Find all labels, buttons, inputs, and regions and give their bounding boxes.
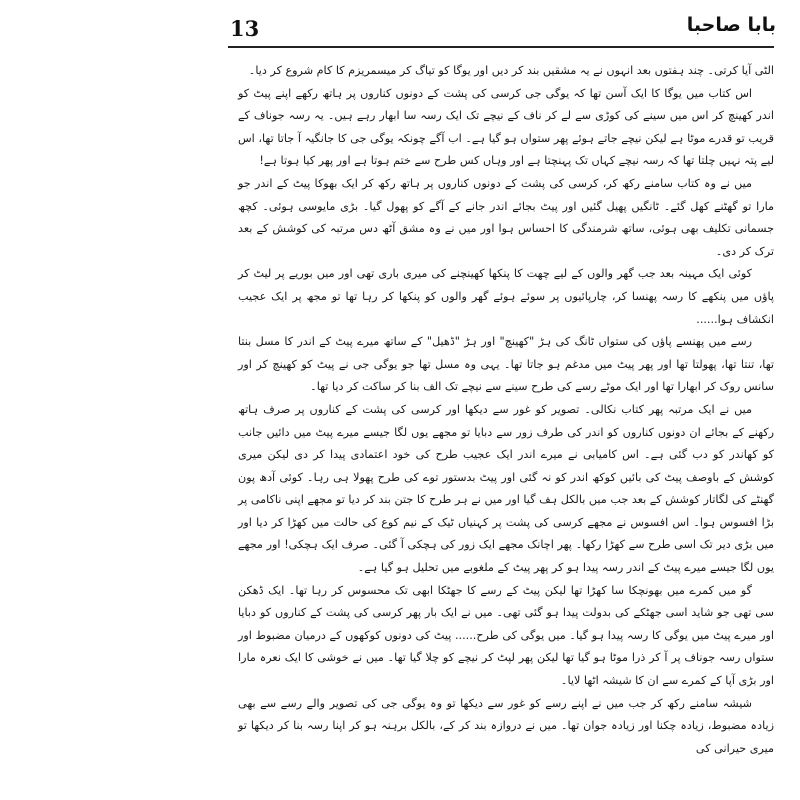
paragraph: کوئی ایک مہینہ بعد جب گھر والوں کے لیے چھت کا پنکھا کھینچنے کی میری باری تھی اور میں بوریے پر لیٹ کر پاؤں میں پنکھے کا رسہ پھنسا کر، چارپائیوں پر سوئے ہوئے گھر والوں کو پنکھا کر رہا تھا تو مجھ پر ایک عجیب انکشاف ہوا...... [238,267,774,326]
page-header [228,14,788,44]
paragraph: الٹی آیا کرتی۔ چند ہفتوں بعد انہوں نے یہ مشقیں بند کر دیں اور یوگا کو تیاگ کر میسمریزم کا کام شروع کر دیا۔ [248,64,774,77]
paragraph: شیشہ سامنے رکھ کر جب میں نے اپنے رسے کو غور سے دیکھا تو وہ یوگی جی کی تصویر والے رسے سے بھی زیادہ مضبوط، زیادہ چکنا اور زیادہ جوان تھا۔ میں نے دروازہ بند کر کے، بالکل برہنہ ہو کر اپنا رسہ بنا کر دیکھا تو میری حیرانی کی [238,696,774,755]
paragraph: رسے میں پھنسے پاؤں کی ستواں ٹانگ کی ہڑ "کھینچ" اور ہڑ "ڈھیل" کے ساتھ میرے پیٹ کے اندر کا مسل بنتا تھا، تنتا تھا، پھولتا تھا اور پھر پیٹ میں مدغم ہو جاتا تھا۔ یہی وہ مسل تھا جو یوگی جی نے پیٹ کو کھینچ کر اور سانس روک کر ابھارا تھا اور ایک موٹے رسے کی طرح سینے سے نیچے تک الف بنا کر ساکت کر دیا تھا۔ [238,335,774,394]
paragraph: میں نے وہ کتاب سامنے رکھ کر، کرسی کی پشت کے دونوں کناروں پر ہاتھ رکھ کر ایک بھوکا پیٹ کے اندر جو مارا تو گھٹنے کھل گئے۔ ٹانگیں پھیل گئیں اور پیٹ بجائے اندر جانے کے آگے کو پھول گیا۔ بڑی مایوسی ہوئی۔ کچھ جسمانی تکلیف بھی ہوئی، ساتھ شرمندگی کا احساس ہوا اور میں نے وہ مشق آٹھ دس مرتبہ کی کوشش کے بعد ترک کر دی۔ [238,176,774,258]
header-divider [228,46,774,48]
page-number: 13 [230,16,260,41]
paragraph: اس کتاب میں یوگا کا ایک آسن تھا کہ یوگی جی کرسی کی پشت کے دونوں کناروں پر ہاتھ رکھے اپنے پیٹ کو اندر کھینچ کر اس میں سینے کی کوڑی سے لے کر ناف کے نیچے تک ایک رسہ سا ابھار رہے ہیں۔ یہ رسہ جوناف کے قریب تو قدرے موٹا ہے لیکن نیچے جاتے ہوئے پھر ستواں ہو گیا ہے۔ اب آگے چونکہ یوگی جی کا جانگیہ آ جاتا تھا، اس لیے پتہ نہیں چلتا تھا کہ رسہ نیچے کہاں تک پہنچتا ہے اور وہاں کس طرح سے ختم ہوتا ہے اور پھر کیا ہوتا ہے! [238,86,774,168]
paragraph: میں نے ایک مرتبہ پھر کتاب نکالی۔ تصویر کو غور سے دیکھا اور کرسی کی پشت کے کناروں پر صرف ہاتھ رکھنے کے بجائے ان دونوں کناروں کو اندر کی طرف زور سے دبایا تو مجھے یوں لگا جیسے میرے پیٹ میں دائیں جانب کو کھاندر کو دب گئی ہے۔ اس کامیابی نے میرے اندر ایک عجیب طرح کی خود اعتمادی پیدا کر دی لیکن میری کوشش کے باوصف پیٹ کی بائیں کوکھ اندر کو نہ گئی اور پیٹ بدستور توے کی طرح پھولا ہی رہا۔ کوئی آدھ پون گھنٹے کی لگاتار کوشش کے بعد جب میں بالکل ہف گیا اور میں نے ہر طرح کا جتن بند کر دیا تو مجھے اپنی ناکامی پر بڑا افسوس ہوا۔ اس افسوس نے مجھے کرسی کی پشت پر کہنیاں ٹیک کے نیم کوع کی حالت میں کھڑا کر دیا اور میں بڑی دیر تک اسی طرح سے کھڑا رکھا۔ پھر اچانک مجھے ایک زور کی ہچکی آ گئی۔ صرف ایک ہچکی! اور مجھے یوں لگا جیسے میرے پیٹ کے اندر رسہ پیدا ہو کر پھر پیٹ کے ملغوبے میں تحلیل ہو گیا ہے۔ [238,402,774,575]
paragraph: گو میں کمرے میں بھونچکا سا کھڑا تھا لیکن پیٹ کے رسے کا جھٹکا ابھی تک محسوس کر رہا تھا۔ ایک ڈھکن سی تھی جو شاید اسی جھٹکے کی بدولت پیدا ہو گئی تھی۔ میں نے ایک بار پھر کرسی کی پشت کے کناروں کو دبایا اور میرے پیٹ میں یوگی کا رسہ پیدا ہو گیا۔ میں یوگی کی طرح...... پیٹ کی دونوں کوکھوں کے درمیان مضبوط اور ستواں رسہ جوناف پر آ کر ذرا موٹا ہو گیا تھا لیکن پھر لپٹ کر نیچے کو چلا گیا تھا۔ میں نے خوشی کا ایک نعرہ مارا اور بڑی آپا کے کمرے سے ان کا شیشہ اٹھا لایا۔ [238,583,774,688]
running-title: بابا صاحبا [686,14,776,36]
body-text [238,60,774,760]
